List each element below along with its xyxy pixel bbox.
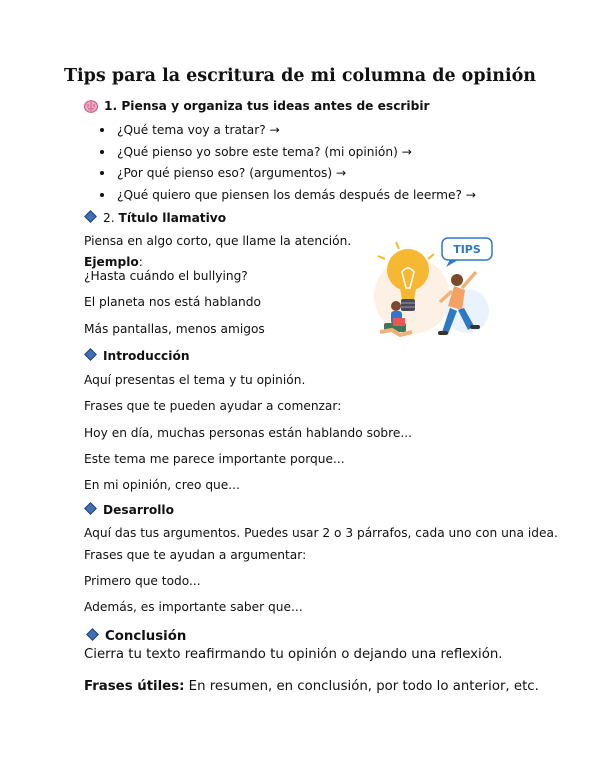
desarrollo-heading-row [86, 502, 174, 518]
speech-bubble [442, 238, 492, 267]
intro-line: Aquí presentas el tema y tu opinión. [84, 373, 306, 387]
page-title: Tips para la escritura de mi columna de opinión [63, 66, 536, 86]
intro-heading: Introducción [103, 349, 190, 363]
section1-heading-row [84, 98, 430, 114]
bullet [100, 128, 104, 132]
intro-line: Hoy en día, muchas personas están hablando sobre... [84, 426, 412, 440]
list-item-text: ¿Por qué pienso eso? (argumentos) → [117, 166, 347, 180]
diamond-icon [84, 348, 97, 361]
diamond-icon [86, 628, 99, 641]
bullet [100, 193, 104, 197]
desarrollo-line: Además, es importante saber que... [84, 600, 303, 614]
list-item [117, 144, 412, 160]
intro-line: Frases que te pueden ayudar a comenzar: [84, 399, 342, 413]
section2-heading-row [86, 210, 226, 226]
conclusion-heading-row [88, 628, 186, 646]
example-item: ¿Hasta cuándo el bullying? [84, 269, 248, 283]
section2-number: 2. [103, 211, 119, 225]
frases-row [84, 678, 539, 696]
diamond-icon [84, 210, 97, 223]
section2-text: Piensa en algo corto, que llame la atención. [84, 234, 352, 248]
intro-line: En mi opinión, creo que... [84, 478, 240, 492]
frases-text: En resumen, en conclusión, por todo lo anterior, etc. [184, 679, 539, 694]
intro-heading-row [86, 348, 190, 364]
example-item: Más pantallas, menos amigos [84, 322, 265, 336]
desarrollo-line: Frases que te ayudan a argumentar: [84, 548, 307, 562]
desarrollo-heading: Desarrollo [103, 503, 174, 517]
list-item-text: ¿Qué pienso yo sobre este tema? (mi opinión) → [117, 145, 412, 159]
example-label: Ejemplo [84, 255, 139, 269]
section2-heading: Título llamativo [118, 211, 227, 225]
bullet [100, 150, 104, 154]
list-item [117, 165, 346, 181]
section1-heading: 1. Piensa y organiza tus ideas antes de escribir [104, 99, 430, 113]
bubble-text: TIPS [453, 243, 481, 256]
example-item: El planeta nos está hablando [84, 295, 261, 309]
bullet [100, 171, 104, 175]
tips-illustration [372, 236, 502, 358]
list-item-text: ¿Qué quiero que piensen los demás después de leerme? → [117, 188, 477, 202]
brain-icon [84, 100, 98, 113]
list-item [117, 187, 476, 203]
example-colon: : [138, 255, 143, 269]
conclusion-text: Cierra tu texto reafirmando tu opinión o dejando una reflexión. [84, 647, 503, 662]
list-item-text: ¿Qué tema voy a tratar? → [117, 123, 280, 137]
desarrollo-line: Aquí das tus argumentos. Puedes usar 2 o 3 párrafos, cada uno con una idea. [84, 526, 558, 540]
list-item [117, 122, 280, 138]
diamond-icon [84, 502, 97, 515]
conclusion-heading: Conclusión [105, 629, 187, 644]
desarrollo-line: Primero que todo... [84, 574, 201, 588]
intro-line: Este tema me parece importante porque... [84, 452, 345, 466]
frases-label: Frases útiles: [84, 679, 185, 694]
